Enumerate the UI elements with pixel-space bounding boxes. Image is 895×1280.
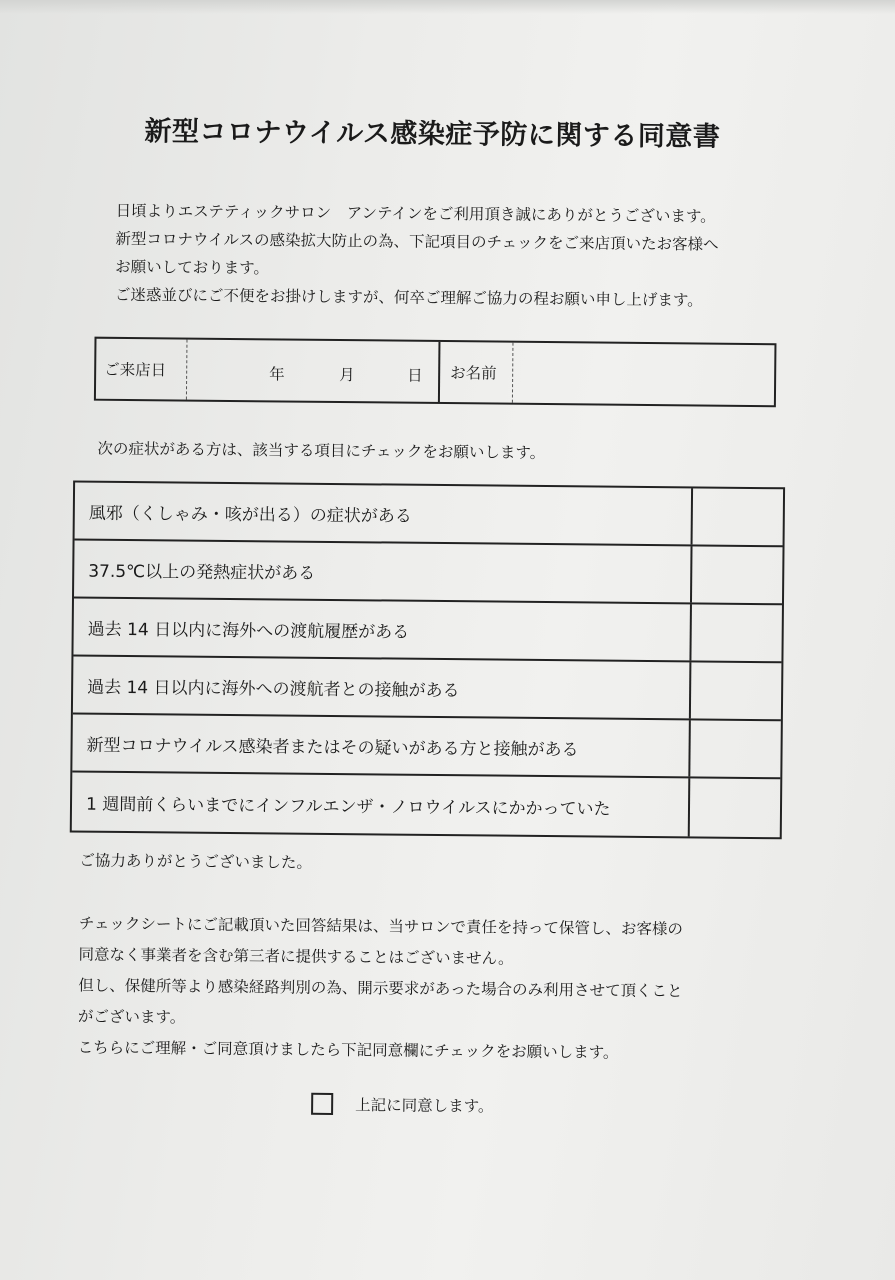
symptom-checklist bbox=[70, 480, 785, 839]
symptom-check-box[interactable] bbox=[689, 604, 782, 661]
year-label: 年 bbox=[269, 365, 285, 384]
symptom-row bbox=[73, 598, 782, 663]
symptom-instruction: 次の症状がある方は、該当する項目にチェックをお願いします。 bbox=[97, 439, 546, 463]
month-label: 月 bbox=[339, 366, 355, 385]
visit-date-label: ご来店日 bbox=[104, 360, 167, 380]
symptom-row bbox=[75, 482, 784, 547]
day-label: 日 bbox=[407, 366, 423, 385]
symptom-row bbox=[74, 540, 783, 605]
symptom-check-box[interactable] bbox=[688, 720, 781, 777]
symptom-text: 37.5℃以上の発熱症状がある bbox=[88, 561, 316, 584]
privacy-text bbox=[78, 909, 799, 1071]
thanks-text: ご協力ありがとうございました。 bbox=[79, 851, 313, 872]
symptom-row bbox=[73, 656, 782, 721]
symptom-check-box[interactable] bbox=[688, 778, 781, 837]
privacy-line-5: こちらにご理解・ご同意頂けましたら下記同意欄にチェックをお願いします。 bbox=[77, 1038, 619, 1062]
intro-line-2: 新型コロナウイルスの感染拡大防止の為、下記項目のチェックをご来店頂いたお客様へ bbox=[115, 229, 719, 254]
visit-date-field[interactable] bbox=[186, 340, 440, 402]
intro-line-4: ご迷惑並びにご不便をお掛けしますが、何卒ご理解ご協力の程お願い申し上げます。 bbox=[114, 285, 703, 310]
privacy-line-3: 但し、保健所等より感染経路判別の為、開示要求があった場合のみ利用させて頂くこと bbox=[78, 976, 683, 1001]
agree-row bbox=[311, 1093, 493, 1117]
symptom-text: 新型コロナウイルス感染者またはその疑いがある方と接触がある bbox=[86, 735, 579, 760]
symptom-row bbox=[72, 772, 781, 837]
privacy-line-4: がございます。 bbox=[77, 1007, 186, 1027]
symptom-text: 1 週間前くらいまでにインフルエンザ・ノロウイルスにかかっていた bbox=[85, 794, 611, 820]
intro-line-1: 日頃よりエステティックサロン アンテインをご利用頂き誠にありがとうございます。 bbox=[115, 201, 716, 226]
agree-checkbox[interactable] bbox=[311, 1093, 333, 1115]
agree-label: 上記に同意します。 bbox=[355, 1096, 494, 1116]
name-field[interactable] bbox=[512, 343, 776, 406]
visit-info-table bbox=[94, 337, 777, 408]
intro-text bbox=[115, 197, 816, 316]
privacy-line-2: 同意なく事業者を含む第三者に提供することはございません。 bbox=[78, 945, 514, 968]
intro-line-3: お願いしております。 bbox=[115, 257, 270, 278]
symptom-check-box[interactable] bbox=[691, 488, 784, 545]
symptom-row bbox=[72, 714, 781, 779]
symptom-check-box[interactable] bbox=[689, 662, 782, 719]
form-title: 新型コロナウイルス感染症予防に関する同意書 bbox=[144, 116, 721, 153]
symptom-text: 過去 14 日以内に海外への渡航履歴がある bbox=[87, 619, 410, 643]
name-label: お名前 bbox=[438, 342, 513, 403]
symptom-text: 風邪（くしゃみ・咳が出る）の症状がある bbox=[88, 503, 412, 527]
symptom-check-box[interactable] bbox=[690, 546, 783, 603]
privacy-line-1: チェックシートにご記載頂いた回答結果は、当サロンで責任を持って保管し、お客様の bbox=[78, 914, 683, 939]
symptom-text: 過去 14 日以内に海外への渡航者との接触がある bbox=[87, 677, 460, 701]
